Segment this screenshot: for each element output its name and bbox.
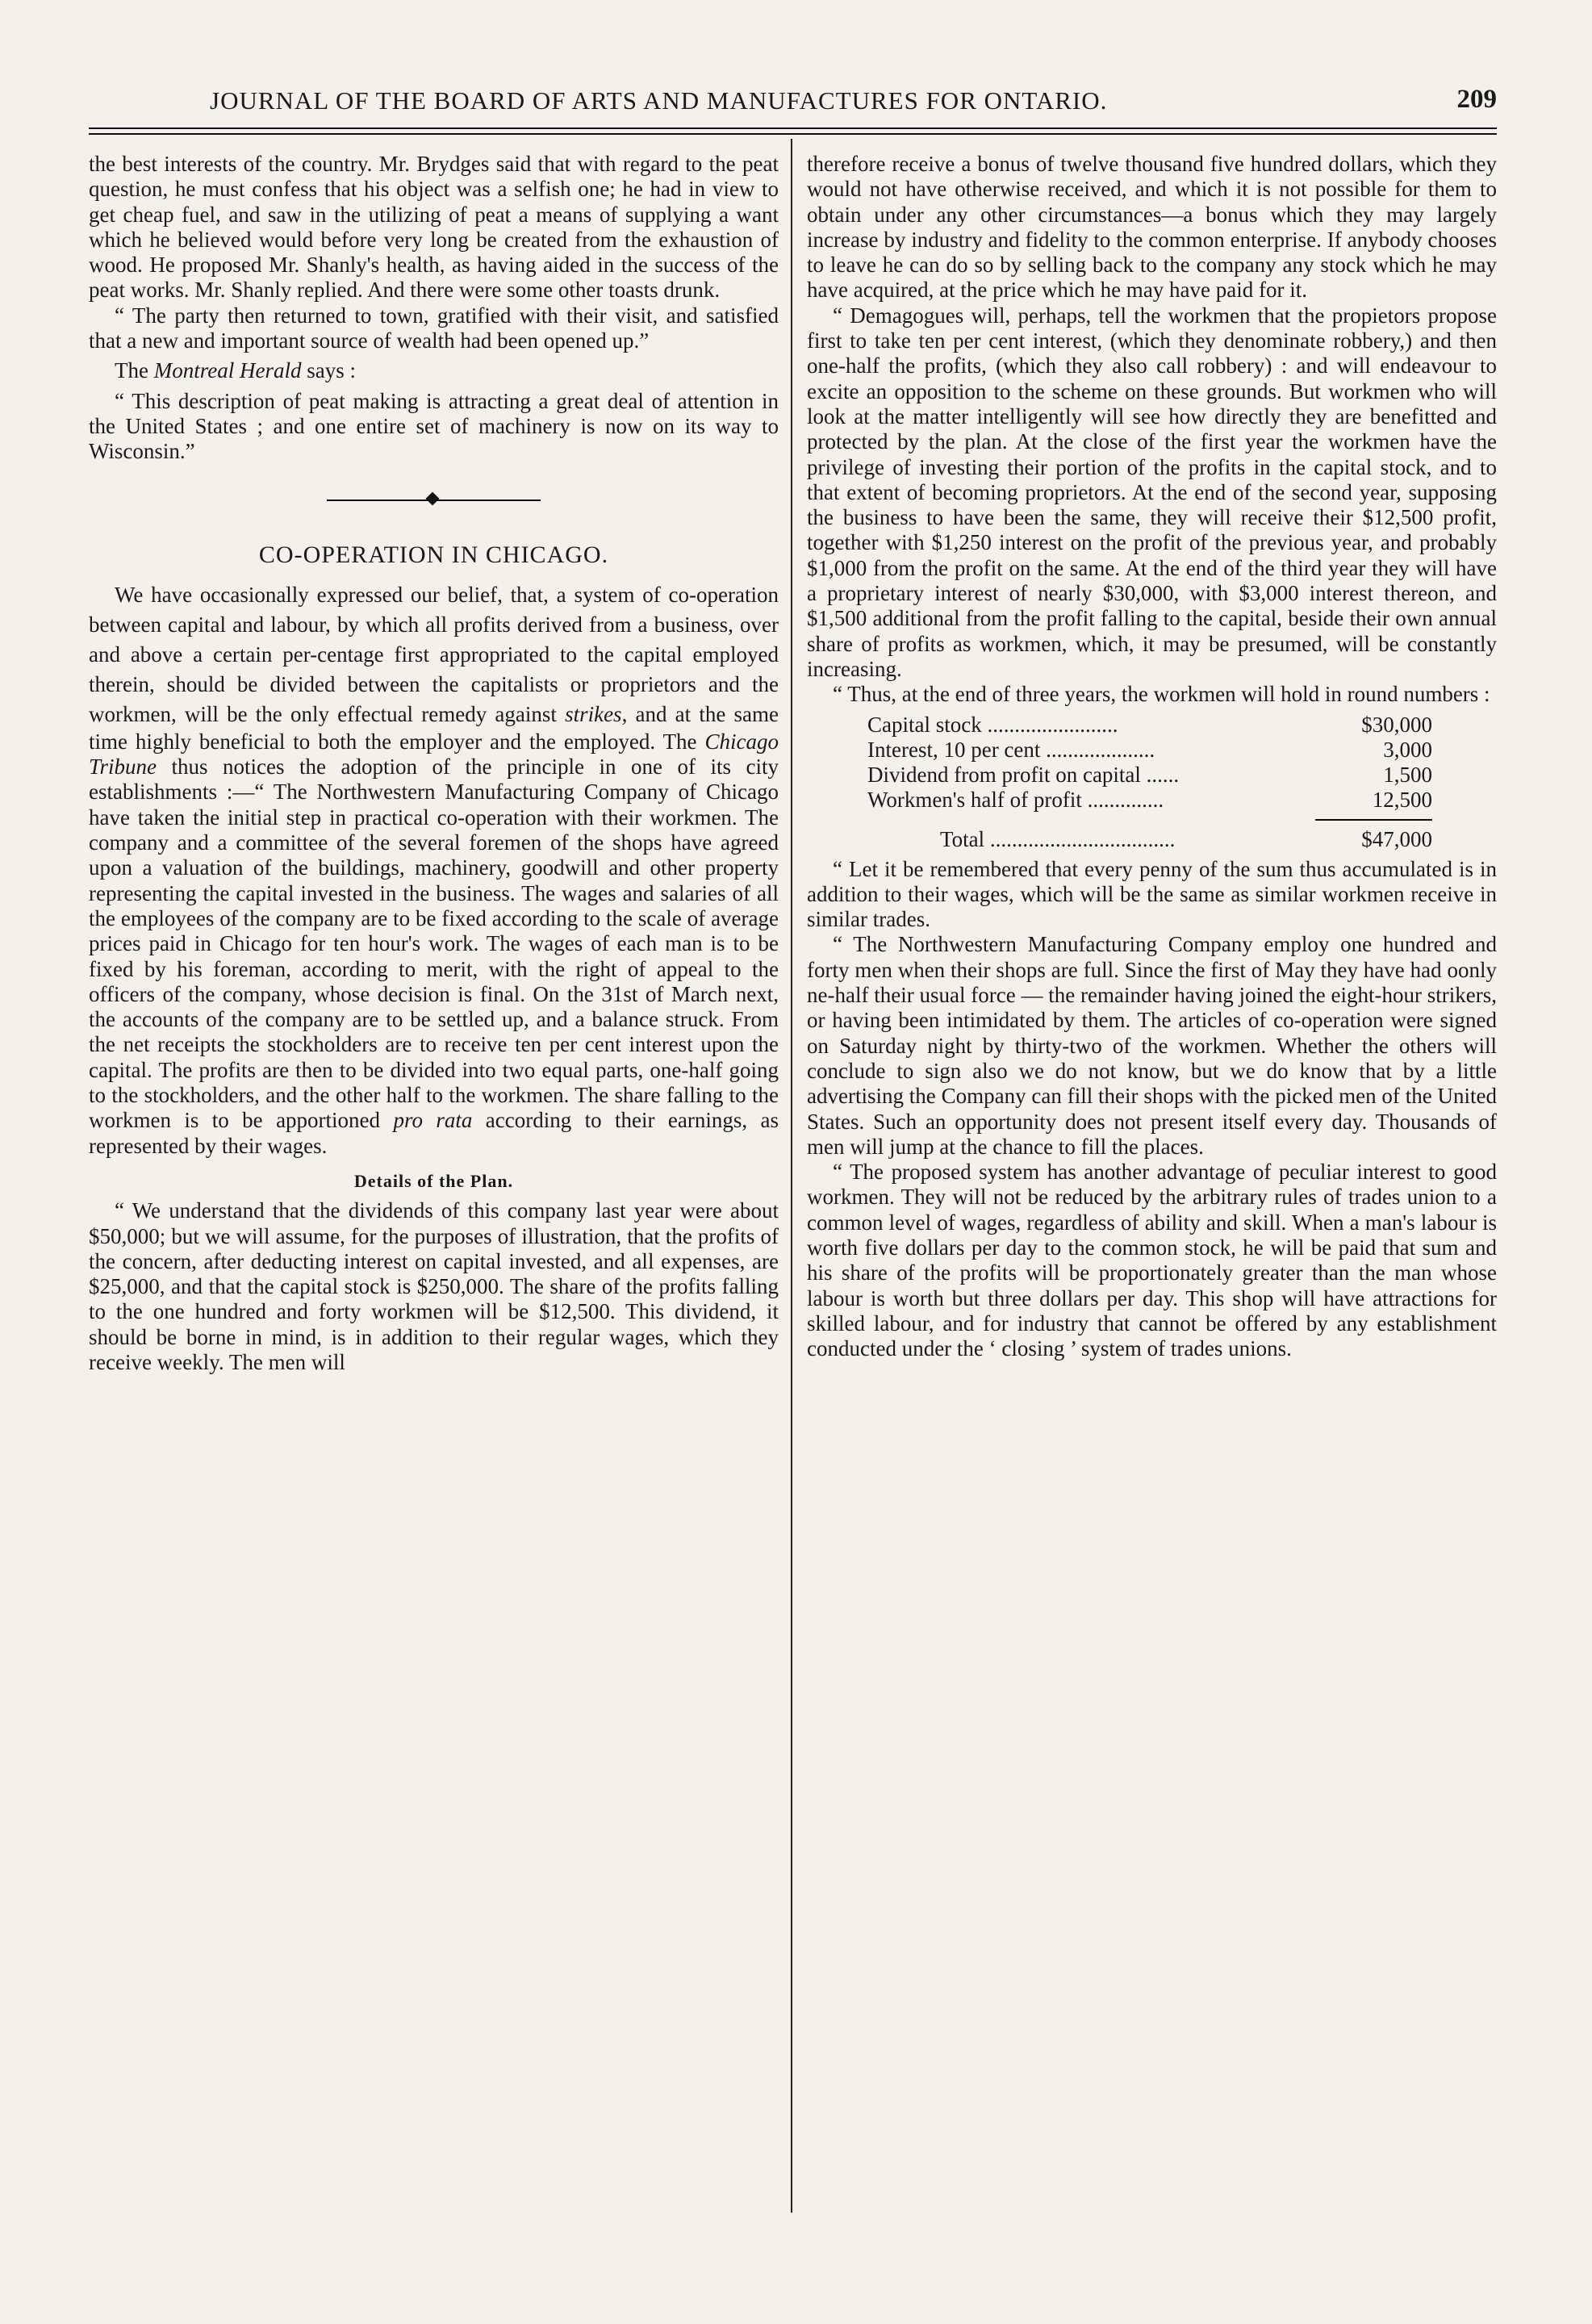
table-row (867, 738, 1432, 763)
herald-prefix: The (115, 358, 154, 383)
italic-strikes: strikes (565, 701, 622, 726)
paragraph-herald-intro (89, 358, 779, 383)
row-label: Workmen's half of profit .............. (867, 787, 1164, 812)
page-header (89, 77, 1497, 125)
row-amount: 12,500 (1372, 787, 1432, 812)
section-ornament (89, 492, 779, 508)
running-title: JOURNAL OF THE BOARD OF ARTS AND MANUFACTURES FOR ONTARIO. (210, 86, 1108, 115)
paragraph-bonus: therefore receive a bonus of twelve thousand five hundred dollars, which they would not have otherwise received, and which it is not possible for them to obtain under any other circumstances—a bonus which they may largely increase by industry and fidelity to the common enterprise. If anybody chooses to leave he can do so by selling back to the company any stock which he may have acquired, at the price which he may have paid for it. (807, 152, 1497, 303)
herald-suffix: says : (301, 358, 356, 383)
row-label: Capital stock ........................ (867, 712, 1118, 737)
paragraph-advantage: “ The proposed system has another advantage of peculiar interest to good workmen. They will not be reduced by the arbitrary rules of trades union to a common level of wages, regardless of ability and skill. When a man's labour is worth five dollars per day to the common stock, he will be paid that sum and his share of the profits will be proportionately greater than the man whose labour is worth but three dollars per day. This shop will have attractions for skilled labour, and for industry that cannot be offered by any establishment conducted under the ‘ closing ’ system of trades unions. (807, 1160, 1497, 1361)
coop-text-2: , and at the same time highly beneficial to both the employer and the employed. The (89, 701, 779, 754)
ornament-diamond-icon (426, 491, 440, 505)
row-amount: 3,000 (1383, 737, 1432, 762)
total-row (867, 827, 1432, 852)
table-row (867, 788, 1432, 813)
paragraph-herald-quote: “ This description of peat making is attracting a great deal of attention in the United States ; and one entire set of machinery is now on its way to Wisconsin.” (89, 388, 779, 464)
page-number: 209 (1456, 85, 1497, 114)
row-label: Dividend from profit on capital ...... (867, 762, 1180, 787)
paragraph-details: “ We understand that the dividends of this company last year were about $50,000; but we will assume, for the purposes of illustration, that the profits of the concern, after deducting interest on capital invested, and all expenses, are $25,000, and that the capital stock is $250,000. The share of the profits falling to the one hundred and forty workmen will be $12,500. This dividend, it should be borne in mind, is in addition to their regular wages, which they receive weekly. The men will (89, 1198, 779, 1374)
section-title: CO-OPERATION IN CHICAGO. (258, 541, 609, 568)
left-column (89, 152, 779, 1375)
right-column (807, 152, 1497, 1361)
paragraph-remembered: “ Let it be remembered that every penny of the sum thus accumulated is in addition to their wages, which will be the same as similar workmen receive in similar trades. (807, 856, 1497, 932)
paragraph-brydges: the best interests of the country. Mr. Brydges said that with regard to the peat question, he must confess that his object was a selfish one; he had in view to get cheap fuel, and saw in the utilizing of peat a means of supplying a want which he believed would before very long be created from the exhaustion of wood. He proposed Mr. Shanly's health, as having aided in the success of the peat works. Mr. Shanly replied. And there were some other toasts drunk. (89, 152, 779, 303)
coop-text-1: We have occasionally expressed our belief, that, a system of co-operation between capital and labour, by which all profits derived from a business, over and above a certain per-centage first appropriated to the capital employed therein, should be divided between the capitalists or proprietors and the workmen, will be the only effectual remedy against (89, 582, 779, 726)
newspaper-name-tribune: Chicago Tribune (89, 729, 779, 780)
row-amount: 1,500 (1383, 762, 1432, 787)
header-rule-top (89, 127, 1497, 129)
coop-text-4: according to their earnings, as represented by their wages. (89, 1108, 779, 1158)
total-rule (1315, 819, 1432, 821)
table-row (867, 763, 1432, 788)
paragraph-northwestern: “ The Northwestern Manufacturing Company employ one hundred and forty men when their shops are full. Since the first of May they have had oonly ne-half their usual force — the remainder having joined the eight-hour strikers, or having been intimidated by them. The articles of co-operation were signed on Saturday night by thirty-two of the workmen. Whether the others will conclude to sign also we do not know, but we do know that by a little advertising the Company can fill their shops with the picked men of the United States. Such an opportunity does not present itself every day. Thousands of men will jump at the chance to fill the places. (807, 932, 1497, 1159)
coop-text-3: thus notices the adoption of the principle in one of its city establishments :—“ The Northwestern Manufacturing Company of Chicago have taken the initial step in practical co-operation with their workmen. The company and a committee of the several foremen of the shops have agreed upon a valuation of the buildings, machinery, goodwill and other property representing the capital invested in the business. The wages and salaries of all the employees of the company are to be fixed according to the scale of average prices paid in Chicago for ten hour's work. The wages of each man is to be fixed by his foreman, according to merit, with the right of appeal to the officers of the company, whose decision is final. On the 31st of March next, the accounts of the company are to be settled up, and a balance struck. From the net receipts the stockholders are to receive ten per cent interest upon the capital. The profits are then to be divided into two equal parts, one-half going to the stockholders, and the other half to the workmen. The share falling to the workmen is to be apportioned (89, 754, 779, 1133)
row-amount: $30,000 (1361, 712, 1432, 737)
row-label: Interest, 10 per cent .................... (867, 737, 1155, 762)
holdings-table (867, 713, 1432, 852)
table-row (867, 713, 1432, 738)
paragraph-cooperation (89, 580, 779, 1159)
header-rule-bottom (89, 133, 1497, 135)
total-amount: $47,000 (1361, 826, 1432, 851)
italic-pro-rata: pro rata (393, 1108, 473, 1133)
paragraph-party-returned: “ The party then returned to town, gratified with their visit, and satisfied that a new and important source of wealth had been opened up.” (89, 303, 779, 353)
newspaper-name-herald: Montreal Herald (153, 358, 302, 383)
paragraph-demagogues: “ Demagogues will, perhaps, tell the workmen that the propietors propose first to take ten per cent interest, (which they denominate robbery,) and then one-half the profits, (which they also call robbery) : and will endeavour to excite an opposition to the scheme on these grounds. But workmen who will look at the matter intelligently will see how directly they are benefitted and protected by the plan. At the close of the first year the workmen have the privilege of investing their portion of the profits in the capital stock, and to that extent of becoming proprietors. At the end of the second year, supposing the business to have been the same, they will receive their $12,500 profit, together with $1,250 interest on the profit of the previous year, and probably $1,000 from the profit on the same. At the end of the third year they will have a proprietary interest of nearly $30,000, with $3,000 interest thereon, and $1,500 additional from the profit falling to the capital, beside their own annual share of profits as workmen, which, it may be presumed, will be constantly increasing. (807, 303, 1497, 681)
paragraph-three-years: “ Thus, at the end of three years, the workmen will hold in round numbers : (833, 682, 1490, 707)
subhead-details: Details of the Plan. (353, 1170, 514, 1191)
column-divider (791, 139, 792, 2213)
total-label: Total .................................. (940, 826, 1176, 851)
